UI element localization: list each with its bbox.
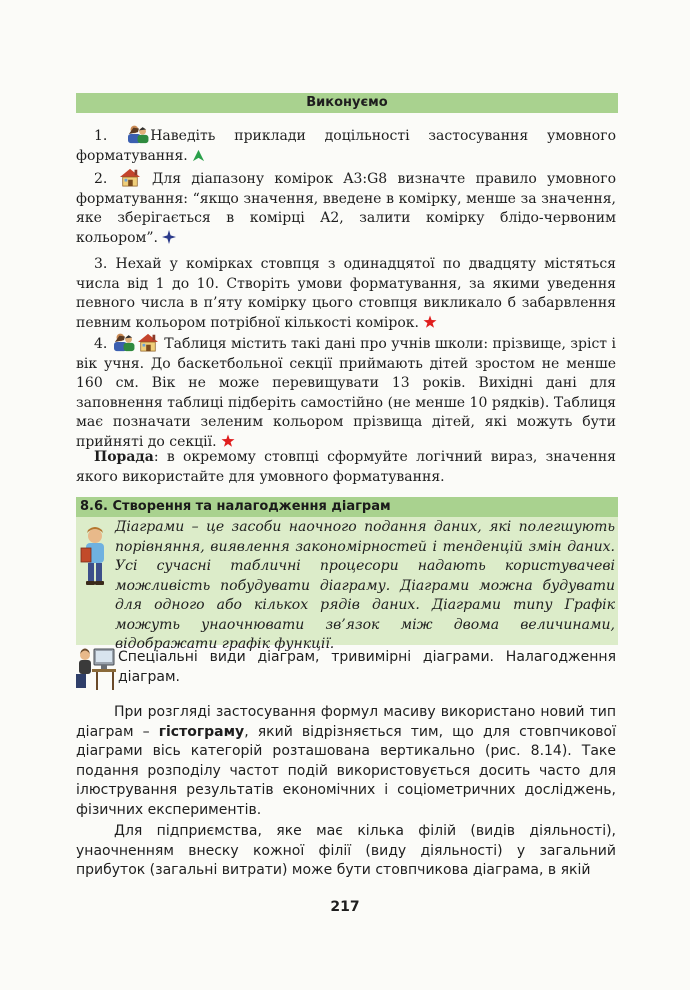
task-4 [76,332,616,452]
people-pair-icon [112,332,136,352]
paragraph-1-before: При розгляді застосування формул масиву використано новий тип діаграм – [76,704,616,740]
task-2 [76,167,616,248]
task-2-text: Для діапазону комірок A3:G8 визначте правило умовного форматування: “якщо значення, введене в комірку, менше за значення, яке зберігається в комірці A2, залити комірку блідо-червоним кольором”. [76,171,617,246]
people-pair-icon [126,124,150,144]
task-4-number: 4. [94,336,108,352]
task-3-text: Нехай у комірках стовпця з одинадцятої по двадцяту містяться числа від 1 до 10. Створіть умови форматування, за якими уведення певного числа в п’яту комірку цього стовпця викликало б забарвлення певним кольором потрібної кількості комірок. [76,256,616,331]
task-1-text: Наведіть приклади доцільності застосування умовного форматування. [76,128,616,164]
section-subtopics: Спеціальні види діаграм, тривимірні діаграми. Налагодження діаграм. [118,649,616,685]
tip-label: Порада [94,449,154,465]
task-4-text: Таблиця містить такі дані про учнів школи: прізвище, зріст і вік учня. До баскетбольної секції приймають дітей зростом не менше 160 см. Вік не може перевищувати 13 років. Вихідні дані для заповнення таблиці підберіть самостійно (не менше 10 рядків). Таблиця має позначати зеленим кольором прізвища дітей, які можуть бути прийняті до секції. [76,336,616,450]
green-triangle-icon [192,149,205,162]
house-icon [118,167,142,187]
student-icon [78,526,112,586]
blue-star-icon [162,230,176,244]
task-1-number: 1. [94,128,108,144]
tip [76,448,616,487]
paragraph-enterprise [76,822,616,881]
task-3 [76,255,616,333]
paragraph-2-text: Для підприємства, яке має кілька філій (видів діяльності), унаочненням внеску кожної філії (виду діяльності) у загальний прибуток (загальні витрати) може бути стовпчикова діаграма, в якій [76,823,616,878]
paragraph-1-after: , який відрізняється тим, що для стовпчикової діаграми вісь категорій розташована вертикально (рис. 8.14). Таке подання розподілу частот подій використовується досить часто для ілюстрування результатів економічних і соціометричних досліджень, фізичних експериментів. [76,723,616,818]
computer-user-icon [74,645,116,693]
task-1 [76,124,616,166]
red-star-icon [423,315,437,329]
section-title: 8.6. Створення та налагодження діаграм [76,497,618,517]
definition-text: Діаграми – це засоби наочного подання даних, які полегшують порівняння, виявлення закономірностей і тенденцій змін даних. Усі сучасні табличні процесори надають користувачеві можливість побудувати діаграму. Діаграми можна будувати для одного або кількох рядів даних. Діаграми типу Графік можуть унаочнювати зв’язок між двома величинами, відображати графік функції. [115,519,615,652]
tip-text: : в окремому стовпці сформуйте логічний вираз, значення якого використайте для умовного форматування. [76,449,616,485]
term-histogram: гістограму [158,723,245,740]
paragraph-histogram [76,703,616,820]
task-3-number: 3. [94,256,108,272]
task-2-number: 2. [94,171,108,187]
red-star-icon [221,434,235,448]
activity-heading: Виконуємо [76,93,618,113]
page-number: 217 [330,899,360,915]
house-icon [136,332,160,352]
